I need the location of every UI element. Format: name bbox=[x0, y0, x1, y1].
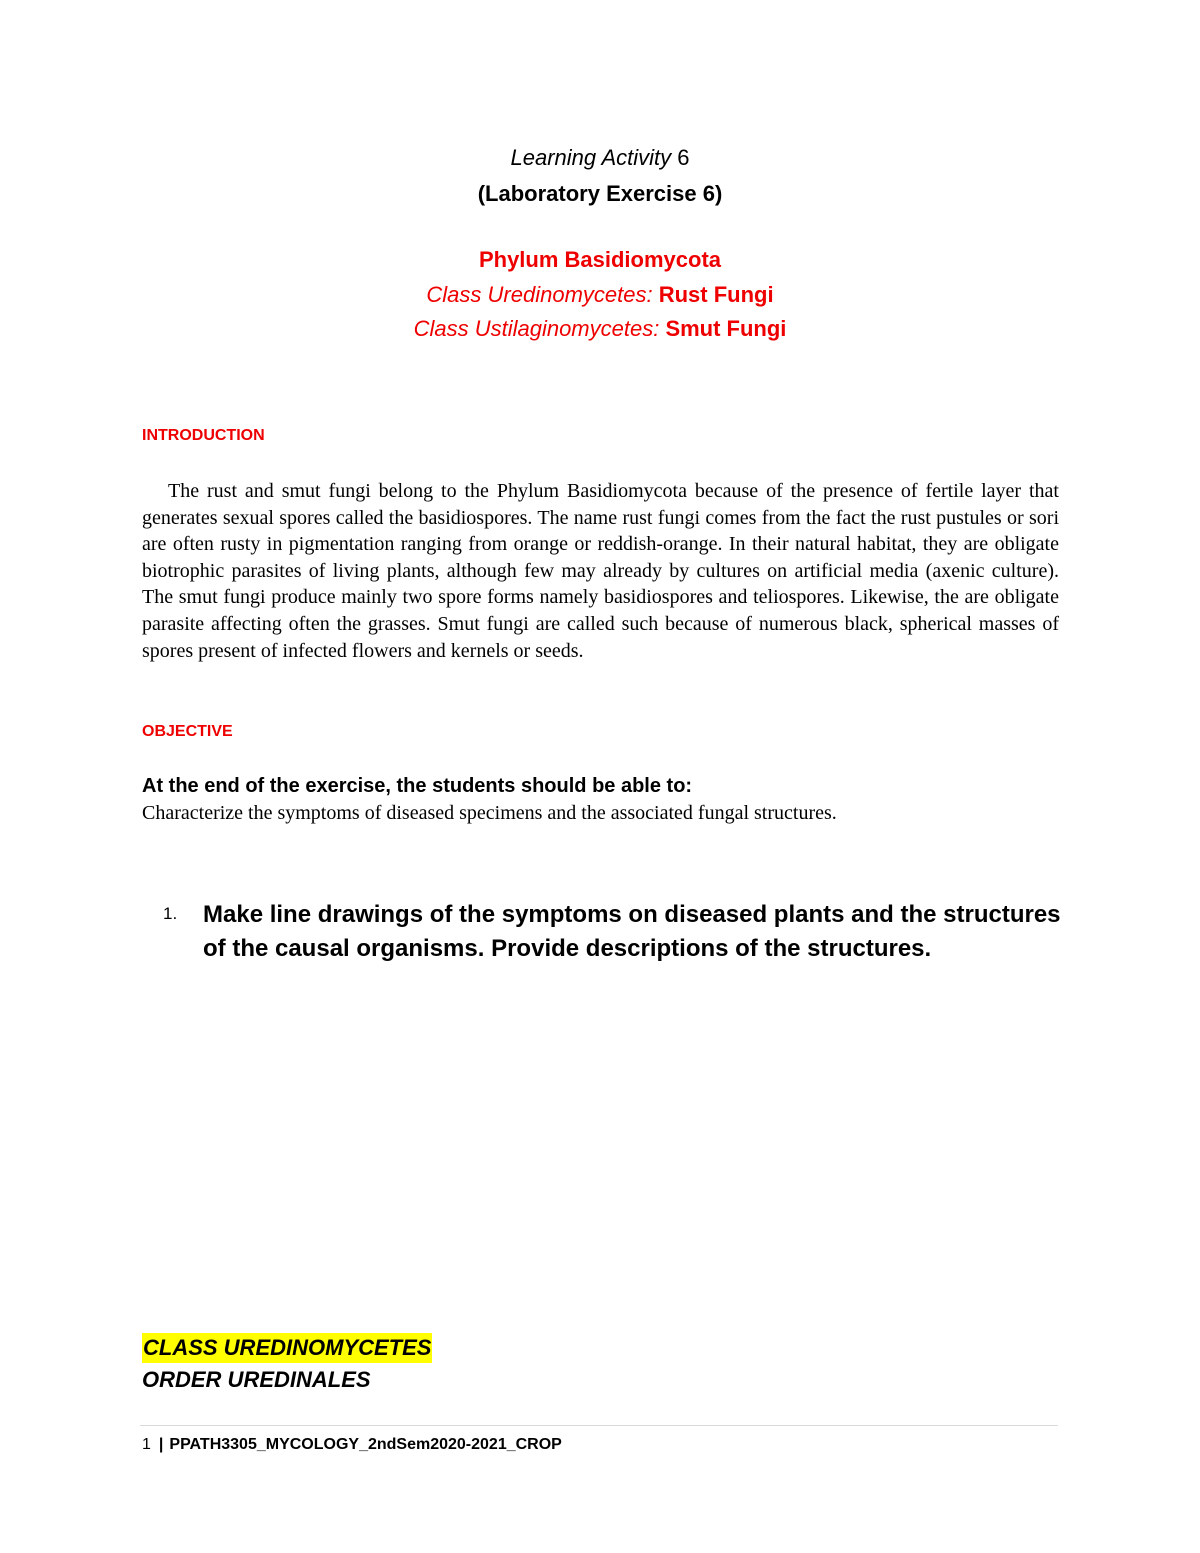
class-label-highlighted: CLASS UREDINOMYCETES bbox=[142, 1333, 432, 1363]
footer-separator: | bbox=[158, 1436, 164, 1453]
phylum-heading: Phylum Basidiomycota bbox=[478, 247, 722, 272]
task-text: Make line drawings of the symptoms on diseased plants and the structures of the causal organisms. Provide descriptions of the structures. bbox=[203, 901, 1061, 962]
class-smut-heading bbox=[0, 316, 1200, 342]
class-rust-heading bbox=[0, 282, 1200, 308]
title-number: 6 bbox=[671, 145, 690, 170]
introduction-heading: INTRODUCTION bbox=[142, 427, 265, 444]
objective-lead: At the end of the exercise, the students should be able to: bbox=[142, 775, 693, 797]
document-title bbox=[0, 145, 1200, 171]
task-number: 1. bbox=[163, 904, 178, 923]
objective-text: Characterize the symptoms of diseased specimens and the associated fungal structures. bbox=[142, 802, 837, 824]
course-code: PPATH3305_MYCOLOGY_2ndSem2020-2021_CROP bbox=[169, 1436, 562, 1453]
class-rust-name: Rust Fungi bbox=[652, 282, 774, 307]
page-footer bbox=[142, 1436, 562, 1454]
class-smut-name: Smut Fungi bbox=[659, 316, 787, 341]
class-smut-italic: Class Ustilaginomycetes: bbox=[413, 316, 660, 341]
introduction-paragraph: The rust and smut fungi belong to the Phylum Basidiomycota because of the presence of fertile layer that generates sexual spores called the basidiospores. The name rust fungi comes from the fact the rust pustules or sori are often rusty in pigmentation ranging from orange or reddish-orange. In their natural habitat, they are obligate biotrophic parasites of living plants, although few may already by cultures on artificial media (axenic culture). The smut fungi produce mainly two spore forms namely basidiospores and teliospores. Likewise, the are obligate parasite affecting often the grasses. Smut fungi are called such because of numerous black, spherical masses of spores present of infected flowers and kernels or seeds. bbox=[142, 480, 1059, 662]
objective-heading: OBJECTIVE bbox=[142, 723, 233, 740]
footer-divider bbox=[140, 1425, 1058, 1426]
page-number: 1 bbox=[142, 1436, 151, 1453]
order-label: ORDER UREDINALES bbox=[142, 1367, 371, 1392]
class-rust-italic: Class Uredinomycetes: bbox=[426, 282, 653, 307]
title-italic: Learning Activity bbox=[510, 145, 672, 170]
document-subtitle: (Laboratory Exercise 6) bbox=[477, 181, 723, 206]
